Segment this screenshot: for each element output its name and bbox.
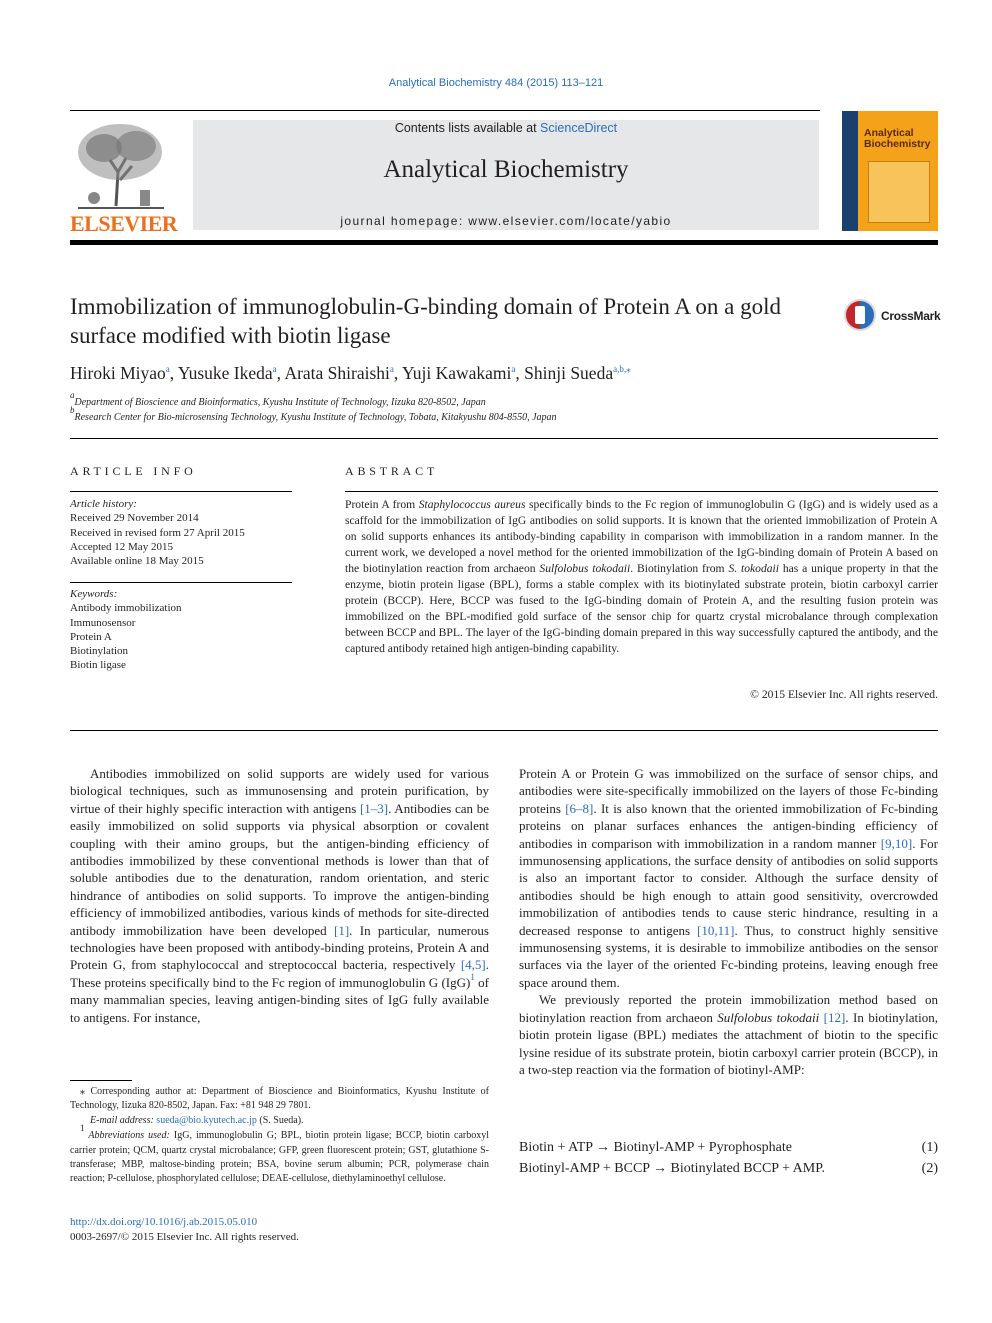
- crossmark-label[interactable]: CrossMark: [881, 309, 941, 323]
- keywords-rule: [70, 582, 292, 583]
- header-bottom-rule: [70, 240, 938, 245]
- history-accepted: Accepted 12 May 2015: [70, 540, 173, 553]
- citation-link[interactable]: [4,5]: [460, 957, 486, 973]
- body-paragraph: We previously reported the protein immobilization method based on biotinylation reaction from archaeon Sulfolobus tokodaii [12]. In biotinylation, biotin protein ligase (BPL) mediates the attachment of biotin to the specific lysine residue of its substrate protein, biotin carboxyl carrier protein (BCCP), in a two-step reaction via the formation of biotinyl-AMP:: [519, 992, 939, 1077]
- cover-title: Analytical Biochemistry: [864, 127, 931, 150]
- author-separator: ,: [276, 363, 285, 383]
- issn-copyright: 0003-2697/© 2015 Elsevier Inc. All rights reserved.: [70, 1231, 299, 1243]
- author-separator: ,: [169, 363, 178, 383]
- cover-figure: [868, 161, 930, 223]
- equation-2: [519, 1161, 938, 1177]
- article-title: Immobilization of immunoglobulin-G-binding domain of Protein A on a gold surface modified with biotin ligase: [70, 294, 782, 348]
- author-separator: ,: [393, 363, 403, 383]
- email-note: E-mail address: sueda@bio.kyutech.ac.jp (S. Sueda).: [90, 1114, 304, 1126]
- footnote-rule: [70, 1080, 132, 1081]
- affiliation-text: Research Center for Bio-microsensing Technology, Kyushu Institute of Technology, Tobata, Kitakyushu 804-8550, Japan: [74, 412, 557, 423]
- keyword: Immunosensor: [70, 616, 136, 629]
- affiliation-text: Department of Bioscience and Bioinformatics, Kyushu Institute of Technology, Iizuka 820-8502, Japan: [74, 397, 486, 408]
- article-info-rule: [70, 491, 292, 492]
- equation-number: (1): [921, 1140, 938, 1155]
- author-affiliation-mark[interactable]: a,b,⁎: [613, 364, 631, 374]
- affiliation-a: [70, 390, 938, 408]
- keywords: [70, 587, 292, 673]
- journal-cover-thumbnail[interactable]: [842, 111, 938, 231]
- contents-prefix: Contents lists available at: [394, 121, 541, 135]
- keyword: Antibody immobilization: [70, 602, 182, 615]
- author-separator: ,: [515, 363, 525, 383]
- equation-text: Biotin + ATP → Biotinyl-AMP + Pyrophosphate: [519, 1140, 792, 1155]
- abstract-heading: ABSTRACT: [345, 464, 439, 478]
- keyword: Biotin ligase: [70, 659, 126, 672]
- header-top-rule: [70, 110, 820, 111]
- cover-spine: [842, 111, 858, 231]
- keyword: Protein A: [70, 630, 112, 643]
- history-label: Article history:: [70, 498, 137, 510]
- abstract-rule: [345, 491, 938, 492]
- citation-link[interactable]: [10,11]: [697, 922, 735, 938]
- abstract-text: Protein A from Staphylococcus aureus specifically binds to the Fc region of immunoglobulin G (IgG) and is widely used as a scaffold for the immobilization of IgG antibodies on solid supports. It is known that the oriented immobilization of Protein A on solid supports enhances its antibody-binding capability in comparison with immobilization in a random manner. In the current work, we developed a novel method for the oriented immobilization of the IgG-binding domain of Protein A based on the biotinylation reaction from archaeon Sulfolobus tokodaii. Biotinylation from S. tokodaii has a unique property in that the enzyme, biotin protein ligase (BPL), forms a stable complex with its biotinylated substrate protein, biotin carboxyl carrier protein (BCCP). Here, BCCP was fused to the IgG-binding domain of Protein A, and the resulting fusion protein was immobilized on the BPL-modified gold surface of the sensor chip for quartz crystal microbalance through complexation between BCCP and BPL. The layer of the IgG-binding domain prepared in this way successfully captured the antibody, and the captured antibody retained high antigen-binding capability.: [345, 498, 938, 655]
- abstract-copyright: © 2015 Elsevier Inc. All rights reserved.: [750, 688, 938, 701]
- journal-homepage: [193, 214, 819, 228]
- author-name[interactable]: Yuji Kawakami: [402, 363, 512, 383]
- body-paragraph: Protein A or Protein G was immobilized on the surface of sensor chips, and antibodies were site-specifically immobilized on the layers of those Fc-binding proteins [6–8]. It is also known that the oriented immobilization of Fc-binding proteins on planar surfaces enhances the antigen-binding efficiency of antibodies in comparison with immobilization in a random manner [9,10]. For immunosensing applications, the surface density of antibodies on solid supports is also an important factor to consider. Although the surface density of antibodies should be high enough to attain good sensitivity, overcrowded immobilization of antibodies tends to cause steric hindrance, resulting in a decreased response to antigens [10,11]. Thus, to construct highly sensitive immunosensing systems, it is desirable to immobilize antibodies on the sensor surfaces via the layer of the oriented Fc-binding proteins, leaving enough free space around them.: [519, 766, 938, 990]
- abstract-bottom-rule: [70, 730, 938, 731]
- author-affiliation-mark[interactable]: a: [272, 364, 277, 374]
- citation-link[interactable]: [1–3]: [359, 800, 389, 816]
- footnotes: [70, 1085, 489, 1187]
- author-name[interactable]: Shinji Sueda: [524, 363, 614, 383]
- article-info-heading: ARTICLE INFO: [70, 464, 197, 478]
- history-received: Received 29 November 2014: [70, 512, 199, 525]
- author-affiliation-mark[interactable]: a: [389, 364, 394, 374]
- abbreviations-note: $^1$ Abbreviations used: IgG, immunoglobulin G; BPL, biotin protein ligase; BCCP, biotin carboxyl carrier protein; QCM, quartz crystal microbalance; GFP, green fluorescent protein; GST, glutathione S-transferase; MBP, maltose-binding protein; BSA, bovine serum albumin; PCR, polymerase chain reaction; P-cellulose, phosphorylated cellulose; DEAE-cellulose, diethylaminoethyl cellulose.: [70, 1123, 490, 1185]
- citation-link[interactable]: [9,10]: [880, 835, 913, 851]
- journal-reference[interactable]: Analytical Biochemistry 484 (2015) 113–121: [388, 77, 604, 89]
- equation-1: [519, 1140, 938, 1156]
- keywords-label: Keywords:: [70, 588, 118, 600]
- citation-link[interactable]: [6–8]: [565, 800, 594, 816]
- body-column-right: [519, 765, 938, 1078]
- author-affiliation-mark[interactable]: a: [511, 364, 516, 374]
- affiliation-rule: [70, 438, 938, 439]
- email-link[interactable]: sueda@bio.kyutech.ac.jp: [156, 1114, 257, 1126]
- contents-line: [193, 121, 819, 135]
- sciencedirect-link[interactable]: ScienceDirect: [540, 121, 618, 135]
- corresponding-author-note: ⁎ Corresponding author at: Department of Bioscience and Bioinformatics, Kyushu Institute of Technology, Iizuka 820-8502, Japan. Fax: +81 948 29 7801.: [70, 1086, 489, 1112]
- author-affiliation-mark[interactable]: a: [165, 364, 170, 374]
- history-online: Available online 18 May 2015: [70, 555, 204, 568]
- journal-name: Analytical Biochemistry: [383, 156, 629, 183]
- equation-number: (2): [921, 1161, 938, 1176]
- article-history: [70, 497, 292, 568]
- affiliation-mark: b: [70, 405, 75, 415]
- author-name[interactable]: Arata Shiraishi: [284, 363, 390, 383]
- history-revised: Received in revised form 27 April 2015: [70, 526, 245, 539]
- author-list: [70, 363, 938, 384]
- footnote-link[interactable]: 1: [470, 971, 475, 982]
- equation-text: Biotinyl-AMP + BCCP → Biotinylated BCCP + AMP.: [519, 1161, 825, 1176]
- affiliation-mark: a: [70, 390, 75, 400]
- body-column-left: [70, 765, 489, 1026]
- author-name[interactable]: Yusuke Ikeda: [177, 363, 273, 383]
- author-name[interactable]: Hiroki Miyao: [70, 363, 166, 383]
- elsevier-wordmark: ELSEVIER: [70, 211, 178, 236]
- citation-link[interactable]: [12]: [823, 1009, 846, 1025]
- keyword: Biotinylation: [70, 645, 129, 658]
- body-paragraph: Antibodies immobilized on solid supports are widely used for various biological techniques, such as immunosensing and protein purification, by virtue of their highly specific interaction with antigens [1–3]. Antibodies can be easily immobilized on solid supports via physical absorption or covalent coupling with their amino groups, but the antigen-binding efficiency of antibodies immobilized by these conventional methods is lower than that of soluble antibodies due to the denaturation, random orientation, and steric hindrance of antibodies on solid supports. To improve the antigen-binding efficiency of immobilized antibodies, various kinds of methods for site-directed antibody immobilization have been developed [1]. In particular, numerous technologies have been proposed with antibody-binding proteins, Protein A and Protein G, from staphylococcal and streptococcal bacteria, respectively [4,5]. These proteins specifically bind to the Fc region of immunoglobulin G (IgG)$^1$ of many mammalian species, leaving antigen-binding sites of IgG fully available to antigens. For instance,: [70, 766, 489, 1025]
- citation-link[interactable]: [1]: [334, 922, 350, 938]
- doi-link[interactable]: http://dx.doi.org/10.1016/j.ab.2015.05.010: [70, 1216, 258, 1228]
- affiliation-b: [70, 405, 938, 423]
- homepage-url[interactable]: www.elsevier.com/locate/yabio: [468, 214, 672, 228]
- homepage-prefix: journal homepage:: [340, 214, 469, 228]
